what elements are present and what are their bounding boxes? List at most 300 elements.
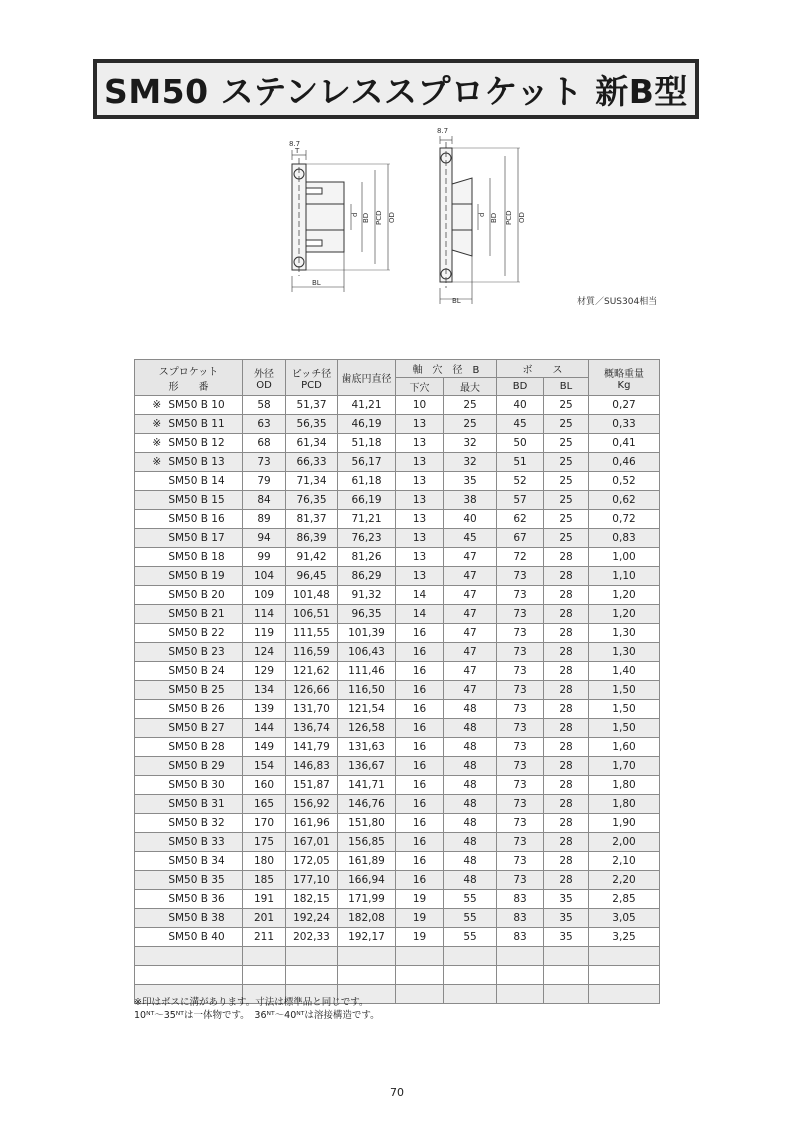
cell-bore-max: 47	[444, 681, 497, 700]
cell-kg: 0,27	[589, 396, 660, 415]
cell-bore-max: 55	[444, 909, 497, 928]
cell-bore-max: 32	[444, 434, 497, 453]
header-boss-bl: BL	[544, 378, 589, 396]
cell-bore-min: 13	[396, 491, 444, 510]
cell-model	[135, 586, 243, 605]
left-label-bl: BL	[312, 279, 321, 287]
cell-root: 91,32	[338, 586, 396, 605]
cell-bl: 25	[544, 529, 589, 548]
cell-model	[135, 605, 243, 624]
cell-bore-min: 16	[396, 757, 444, 776]
table-row	[135, 757, 660, 776]
cell-bd: 83	[497, 928, 544, 947]
cell-kg: 1,10	[589, 567, 660, 586]
cell-bl: 25	[544, 434, 589, 453]
cell-pcd: 167,01	[286, 833, 338, 852]
cell-od: 68	[243, 434, 286, 453]
table-row	[135, 852, 660, 871]
cell-pcd: 192,24	[286, 909, 338, 928]
table-row	[135, 453, 660, 472]
cell-bd: 62	[497, 510, 544, 529]
table-row	[135, 567, 660, 586]
model-name: SM50 B 13	[168, 456, 225, 468]
cell-bl: 28	[544, 643, 589, 662]
cell-root: 51,18	[338, 434, 396, 453]
model-name: SM50 B 20	[168, 589, 225, 601]
groove-mark: ※	[152, 418, 162, 430]
cell-bore-min: 16	[396, 795, 444, 814]
cell-pcd: 116,59	[286, 643, 338, 662]
cell-od: 191	[243, 890, 286, 909]
cell-bl: 28	[544, 814, 589, 833]
cell-bore-min: 16	[396, 643, 444, 662]
table-row	[135, 738, 660, 757]
cell-pcd: 131,70	[286, 700, 338, 719]
model-name: SM50 B 10	[168, 399, 225, 411]
cell-pcd: 91,42	[286, 548, 338, 567]
cell-root	[338, 966, 396, 985]
left-label-pcd: PCD	[375, 210, 383, 225]
table-row	[135, 510, 660, 529]
groove-mark: ※	[152, 456, 162, 468]
cell-bore-max: 48	[444, 776, 497, 795]
cell-bore-max: 25	[444, 415, 497, 434]
cell-bl	[544, 966, 589, 985]
cell-root: 131,63	[338, 738, 396, 757]
cell-pcd: 136,74	[286, 719, 338, 738]
cell-bd: 40	[497, 396, 544, 415]
groove-mark: ※	[152, 399, 162, 411]
cell-pcd: 146,83	[286, 757, 338, 776]
cell-root: 71,21	[338, 510, 396, 529]
cell-od: 154	[243, 757, 286, 776]
cell-kg: 1,70	[589, 757, 660, 776]
cell-bl: 28	[544, 662, 589, 681]
cell-root: 121,54	[338, 700, 396, 719]
cell-bl: 35	[544, 909, 589, 928]
header-boss-bd: BD	[497, 378, 544, 396]
left-dim-thickness: 8.7	[289, 140, 301, 148]
cell-od: 124	[243, 643, 286, 662]
cell-kg: 0,52	[589, 472, 660, 491]
cell-kg: 1,50	[589, 681, 660, 700]
table-row	[135, 871, 660, 890]
cell-bd: 73	[497, 852, 544, 871]
cell-pcd	[286, 966, 338, 985]
cell-bore-max	[444, 985, 497, 1004]
table-row	[135, 909, 660, 928]
table-row	[135, 491, 660, 510]
cell-root: 141,71	[338, 776, 396, 795]
cell-kg: 1,80	[589, 776, 660, 795]
cell-bl: 28	[544, 833, 589, 852]
cell-bd: 73	[497, 643, 544, 662]
model-name: SM50 B 14	[168, 475, 225, 487]
cell-kg: 0,46	[589, 453, 660, 472]
cell-model	[135, 624, 243, 643]
cell-model	[135, 776, 243, 795]
cell-bore-max: 48	[444, 738, 497, 757]
cell-kg	[589, 985, 660, 1004]
right-dim-thickness: 8.7	[437, 127, 449, 135]
cell-bore-max: 48	[444, 795, 497, 814]
cell-pcd	[286, 947, 338, 966]
cell-bore-min: 19	[396, 909, 444, 928]
cell-pcd: 177,10	[286, 871, 338, 890]
cell-bl: 25	[544, 453, 589, 472]
cell-bd: 73	[497, 871, 544, 890]
table-row	[135, 719, 660, 738]
cell-bore-max: 45	[444, 529, 497, 548]
header-root: 歯底円直径	[338, 360, 396, 396]
cell-model	[135, 548, 243, 567]
page-number: 70	[390, 1086, 404, 1099]
header-weight: 概略重量 Kg	[589, 360, 660, 396]
cell-bd: 73	[497, 719, 544, 738]
cell-pcd: 56,35	[286, 415, 338, 434]
cell-bl	[544, 985, 589, 1004]
cell-bore-max: 47	[444, 605, 497, 624]
cell-pcd: 121,62	[286, 662, 338, 681]
cell-od	[243, 966, 286, 985]
cell-root	[338, 947, 396, 966]
page-title: SM50 ステンレススプロケット 新B型	[104, 71, 688, 111]
cell-bl: 25	[544, 415, 589, 434]
cell-bd: 73	[497, 567, 544, 586]
cell-bore-max: 48	[444, 719, 497, 738]
cell-model	[135, 757, 243, 776]
cell-od: 79	[243, 472, 286, 491]
cell-bore-min: 16	[396, 814, 444, 833]
left-dim-t: T	[295, 147, 300, 155]
cell-kg: 1,80	[589, 795, 660, 814]
left-label-bd: BD	[362, 212, 370, 223]
table-row	[135, 947, 660, 966]
table-row	[135, 434, 660, 453]
cell-root: 111,46	[338, 662, 396, 681]
cell-bl: 28	[544, 586, 589, 605]
cell-root: 151,80	[338, 814, 396, 833]
cell-root: 126,58	[338, 719, 396, 738]
cell-root: 192,17	[338, 928, 396, 947]
cell-pcd: 51,37	[286, 396, 338, 415]
cell-bore-max: 25	[444, 396, 497, 415]
sprocket-diagram	[0, 0, 794, 320]
model-name: SM50 B 16	[168, 513, 225, 525]
cell-od: 99	[243, 548, 286, 567]
cell-bd: 73	[497, 662, 544, 681]
cell-model	[135, 434, 243, 453]
cell-root: 66,19	[338, 491, 396, 510]
cell-bore-max: 47	[444, 662, 497, 681]
cell-bd: 73	[497, 795, 544, 814]
header-bore-max: 最大	[444, 378, 497, 396]
cell-root: 161,89	[338, 852, 396, 871]
cell-od: 129	[243, 662, 286, 681]
cell-od: 89	[243, 510, 286, 529]
cell-bore-min: 16	[396, 776, 444, 795]
cell-bore-min: 14	[396, 586, 444, 605]
model-name: SM50 B 17	[168, 532, 225, 544]
cell-bl: 25	[544, 396, 589, 415]
model-name: SM50 B 36	[168, 893, 225, 905]
cell-kg: 0,83	[589, 529, 660, 548]
table-row	[135, 833, 660, 852]
cell-model	[135, 681, 243, 700]
model-name: SM50 B 29	[168, 760, 225, 772]
cell-bd: 73	[497, 586, 544, 605]
model-name: SM50 B 18	[168, 551, 225, 563]
cell-model	[135, 643, 243, 662]
cell-bd: 57	[497, 491, 544, 510]
cell-model	[135, 833, 243, 852]
cell-bore-min: 16	[396, 871, 444, 890]
cell-bore-min: 13	[396, 529, 444, 548]
cell-od: 211	[243, 928, 286, 947]
cell-root: 76,23	[338, 529, 396, 548]
cell-kg: 1,60	[589, 738, 660, 757]
cell-model	[135, 510, 243, 529]
cell-bore-max: 55	[444, 928, 497, 947]
cell-kg: 2,85	[589, 890, 660, 909]
cell-bl: 28	[544, 795, 589, 814]
cell-bl: 28	[544, 738, 589, 757]
cell-bl: 28	[544, 567, 589, 586]
footnote-1: ※印はボスに溝があります。寸法は標準品と同じです。	[134, 997, 369, 1008]
cell-kg: 1,50	[589, 700, 660, 719]
groove-mark: ※	[152, 437, 162, 449]
cell-od: 84	[243, 491, 286, 510]
cell-bd: 73	[497, 814, 544, 833]
table-row	[135, 396, 660, 415]
cell-bore-min: 16	[396, 719, 444, 738]
cell-bore-max: 48	[444, 757, 497, 776]
cell-kg: 1,30	[589, 624, 660, 643]
table-row	[135, 472, 660, 491]
cell-root: 101,39	[338, 624, 396, 643]
cell-bore-min	[396, 966, 444, 985]
model-name: SM50 B 22	[168, 627, 225, 639]
cell-pcd: 156,92	[286, 795, 338, 814]
model-name: SM50 B 26	[168, 703, 225, 715]
header-boss: ボ ス	[497, 360, 589, 378]
cell-od	[243, 947, 286, 966]
cell-root: 182,08	[338, 909, 396, 928]
table-row	[135, 529, 660, 548]
cell-model	[135, 700, 243, 719]
cell-bore-min: 16	[396, 738, 444, 757]
cell-bl: 28	[544, 700, 589, 719]
table-row	[135, 700, 660, 719]
cell-kg: 1,20	[589, 586, 660, 605]
cell-bore-min: 13	[396, 434, 444, 453]
cell-bl: 28	[544, 605, 589, 624]
cell-od: 165	[243, 795, 286, 814]
cell-kg: 0,41	[589, 434, 660, 453]
cell-model	[135, 738, 243, 757]
table-row	[135, 776, 660, 795]
cell-od: 144	[243, 719, 286, 738]
cell-bd: 67	[497, 529, 544, 548]
cell-bore-min: 13	[396, 453, 444, 472]
cell-bore-max: 48	[444, 852, 497, 871]
cell-root: 61,18	[338, 472, 396, 491]
cell-bore-min	[396, 947, 444, 966]
right-label-bd: BD	[490, 212, 498, 223]
cell-bd: 73	[497, 605, 544, 624]
cell-bd	[497, 947, 544, 966]
cell-bore-min: 13	[396, 415, 444, 434]
cell-pcd: 126,66	[286, 681, 338, 700]
cell-bd: 73	[497, 776, 544, 795]
model-name: SM50 B 12	[168, 437, 225, 449]
cell-bl: 28	[544, 624, 589, 643]
model-name: SM50 B 32	[168, 817, 225, 829]
model-name: SM50 B 27	[168, 722, 225, 734]
cell-bd: 50	[497, 434, 544, 453]
cell-bl: 35	[544, 890, 589, 909]
cell-kg: 1,90	[589, 814, 660, 833]
model-name: SM50 B 19	[168, 570, 225, 582]
cell-root: 41,21	[338, 396, 396, 415]
cell-bl	[544, 947, 589, 966]
cell-bore-min: 13	[396, 567, 444, 586]
cell-bd: 72	[497, 548, 544, 567]
cell-model	[135, 966, 243, 985]
table-row	[135, 814, 660, 833]
cell-pcd: 202,33	[286, 928, 338, 947]
cell-bore-min: 19	[396, 890, 444, 909]
cell-pcd: 96,45	[286, 567, 338, 586]
cell-bl: 35	[544, 928, 589, 947]
spec-table	[134, 359, 660, 1004]
cell-model	[135, 928, 243, 947]
cell-pcd: 71,34	[286, 472, 338, 491]
cell-bore-min: 14	[396, 605, 444, 624]
cell-kg	[589, 966, 660, 985]
cell-od: 58	[243, 396, 286, 415]
cell-bore-max: 55	[444, 890, 497, 909]
model-name: SM50 B 31	[168, 798, 225, 810]
cell-bl: 28	[544, 776, 589, 795]
cell-od: 201	[243, 909, 286, 928]
cell-od: 63	[243, 415, 286, 434]
cell-bd: 45	[497, 415, 544, 434]
cell-model	[135, 890, 243, 909]
header-od: 外径 OD	[243, 360, 286, 396]
cell-root: 136,67	[338, 757, 396, 776]
footnotes	[134, 996, 380, 1022]
cell-bore-min: 16	[396, 662, 444, 681]
cell-kg: 2,20	[589, 871, 660, 890]
cell-kg: 1,40	[589, 662, 660, 681]
cell-bd: 83	[497, 909, 544, 928]
cell-bore-max: 48	[444, 700, 497, 719]
left-label-d: d	[351, 212, 359, 217]
cell-root: 46,19	[338, 415, 396, 434]
footnote-2: 10ᴺᵀ～35ᴺᵀは一体物です。 36ᴺᵀ～40ᴺᵀは溶接構造です。	[134, 1010, 380, 1021]
cell-bd: 73	[497, 700, 544, 719]
cell-model	[135, 909, 243, 928]
cell-model	[135, 396, 243, 415]
cell-bd	[497, 966, 544, 985]
cell-model	[135, 947, 243, 966]
cell-model	[135, 415, 243, 434]
table-row	[135, 586, 660, 605]
cell-od: 73	[243, 453, 286, 472]
cell-root: 166,94	[338, 871, 396, 890]
model-name: SM50 B 35	[168, 874, 225, 886]
cell-od: 180	[243, 852, 286, 871]
cell-bl: 25	[544, 472, 589, 491]
cell-bore-min: 16	[396, 700, 444, 719]
cell-bore-max: 32	[444, 453, 497, 472]
cell-kg: 0,62	[589, 491, 660, 510]
cell-root: 81,26	[338, 548, 396, 567]
cell-root: 56,17	[338, 453, 396, 472]
cell-root: 116,50	[338, 681, 396, 700]
cell-pcd: 81,37	[286, 510, 338, 529]
cell-bore-min	[396, 985, 444, 1004]
cell-bore-max: 40	[444, 510, 497, 529]
header-pcd: ピッチ径 PCD	[286, 360, 338, 396]
cell-kg: 1,20	[589, 605, 660, 624]
cell-pcd: 182,15	[286, 890, 338, 909]
cell-kg	[589, 947, 660, 966]
cell-bd: 73	[497, 738, 544, 757]
table-row	[135, 795, 660, 814]
cell-root: 171,99	[338, 890, 396, 909]
cell-bore-max: 48	[444, 833, 497, 852]
cell-od: 109	[243, 586, 286, 605]
cell-model	[135, 491, 243, 510]
cell-bore-min: 16	[396, 624, 444, 643]
cell-kg: 3,25	[589, 928, 660, 947]
cell-model	[135, 567, 243, 586]
cell-kg: 2,00	[589, 833, 660, 852]
cell-od: 149	[243, 738, 286, 757]
cell-root: 86,29	[338, 567, 396, 586]
cell-bore-max: 47	[444, 567, 497, 586]
cell-od: 104	[243, 567, 286, 586]
cell-bore-max: 47	[444, 586, 497, 605]
cell-od: 94	[243, 529, 286, 548]
cell-bl: 28	[544, 681, 589, 700]
table-row	[135, 605, 660, 624]
cell-bore-max	[444, 947, 497, 966]
model-name: SM50 B 15	[168, 494, 225, 506]
cell-root: 96,35	[338, 605, 396, 624]
cell-pcd: 151,87	[286, 776, 338, 795]
header-bore: 軸 穴 径 B	[396, 360, 497, 378]
cell-od: 119	[243, 624, 286, 643]
cell-pcd: 86,39	[286, 529, 338, 548]
header-bore-min: 下穴	[396, 378, 444, 396]
cell-bore-min: 13	[396, 548, 444, 567]
cell-bd: 51	[497, 453, 544, 472]
table-row	[135, 681, 660, 700]
cell-pcd: 66,33	[286, 453, 338, 472]
cell-bore-max: 38	[444, 491, 497, 510]
model-name: SM50 B 34	[168, 855, 225, 867]
cell-bl: 28	[544, 757, 589, 776]
cell-bore-max: 47	[444, 643, 497, 662]
cell-model	[135, 871, 243, 890]
cell-model	[135, 795, 243, 814]
cell-bl: 28	[544, 719, 589, 738]
cell-model	[135, 662, 243, 681]
cell-model	[135, 453, 243, 472]
